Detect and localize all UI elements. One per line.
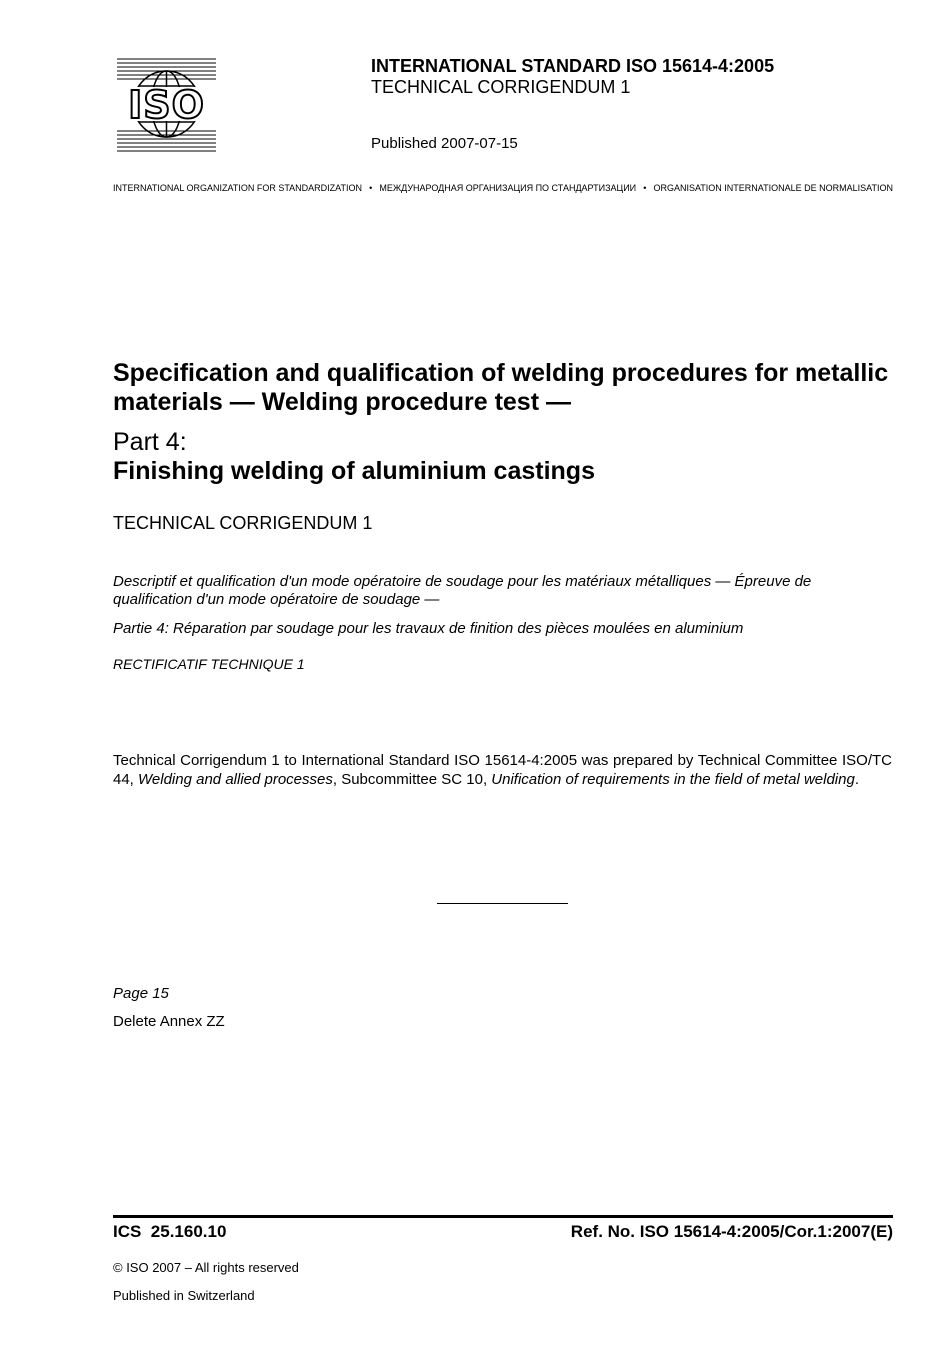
bullet-icon: • <box>369 183 373 193</box>
amendment-instruction: Delete Annex ZZ <box>113 1013 225 1030</box>
org-name-ru: МЕЖДУНАРОДНАЯ ОРГАНИЗАЦИЯ ПО СТАНДАРТИЗАЦИИ <box>379 183 637 193</box>
standard-number: INTERNATIONAL STANDARD ISO 15614-4:2005 <box>371 56 775 76</box>
org-name-fr: ORGANISATION INTERNATIONALE DE NORMALISATION <box>653 183 893 193</box>
french-title: Descriptif et qualification d'un mode opératoire de soudage pour les matériaux métalliques — Épreuve de qualification d'un mode opératoire de soudage — <box>113 573 812 608</box>
preparation-paragraph <box>113 752 892 789</box>
part-title: Finishing welding of aluminium castings <box>113 457 595 485</box>
iso-logo <box>117 57 216 152</box>
organization-names <box>113 183 893 194</box>
iso-logo-text: ISO <box>128 83 205 127</box>
copyright-notice: © ISO 2007 – All rights reserved <box>113 1260 299 1275</box>
bullet-icon: • <box>643 183 647 193</box>
body-text-3: . <box>854 770 859 788</box>
corrigendum-label: TECHNICAL CORRIGENDUM 1 <box>371 77 631 97</box>
org-name-en: INTERNATIONAL ORGANIZATION FOR STANDARDIZATION <box>113 183 363 193</box>
body-text-1: Technical Corrigendum 1 to International Standard ISO 15614-4:2005 was prepared by Technical Committee ISO/TC 44, <box>113 752 892 788</box>
french-part-title: Partie 4: Réparation par soudage pour les travaux de finition des pièces moulées en aluminium <box>113 620 744 637</box>
document-title: Specification and qualification of welding procedures for metallic materials — Welding procedure test — <box>113 359 889 416</box>
corrigendum-heading: TECHNICAL CORRIGENDUM 1 <box>113 513 373 533</box>
french-rectificatif: RECTIFICATIF TECHNIQUE 1 <box>113 656 305 672</box>
committee-title: Welding and allied processes <box>138 770 333 788</box>
page-reference: Page 15 <box>113 985 169 1002</box>
reference-number: Ref. No. ISO 15614-4:2005/Cor.1:2007(E) <box>570 1222 893 1241</box>
separator-rule <box>437 903 568 904</box>
ics-code: ICS 25.160.10 <box>113 1222 227 1241</box>
footer-rule <box>113 1215 893 1218</box>
subcommittee-title: Unification of requirements in the field of metal welding <box>491 770 855 788</box>
published-in: Published in Switzerland <box>113 1288 255 1303</box>
part-label: Part 4: <box>113 428 187 456</box>
body-text-2: , Subcommittee SC 10, <box>332 770 492 788</box>
published-date: Published 2007-07-15 <box>371 135 518 152</box>
